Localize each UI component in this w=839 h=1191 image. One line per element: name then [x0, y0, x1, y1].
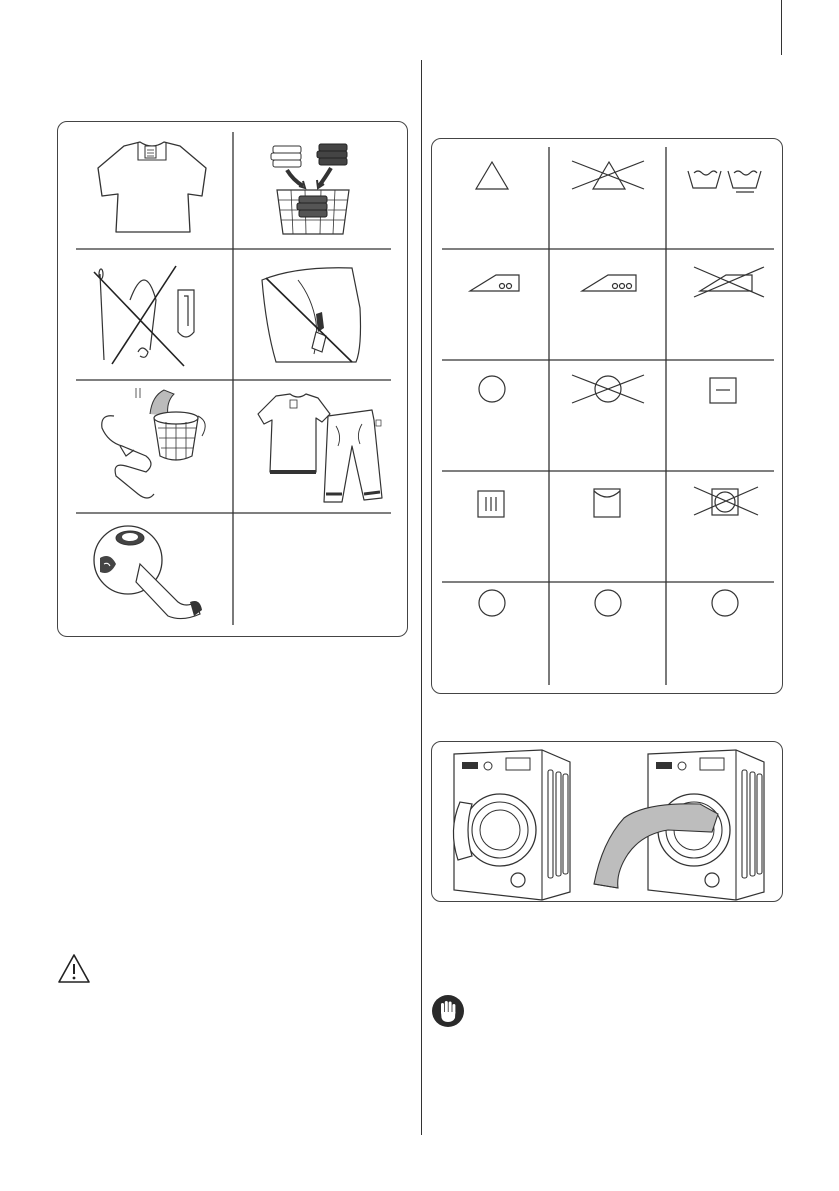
iron-low-icon [470, 275, 519, 291]
laundry-prep-panel [57, 121, 408, 637]
column-divider [421, 60, 422, 1135]
dry-flat-icon [710, 378, 736, 403]
circle-b-icon [595, 590, 621, 616]
loading-panel [431, 741, 783, 902]
no-dry-clean-icon [572, 375, 644, 403]
no-iron-icon [694, 267, 764, 297]
care-symbols-panel [431, 138, 783, 694]
sock-ball-icon [86, 518, 216, 618]
laundry-basket-icon [263, 136, 363, 241]
no-tumble-dry-icon [694, 487, 758, 515]
washing-machine-loading-icon [594, 750, 764, 900]
washing-machine-open-door-icon [453, 750, 570, 900]
warning-triangle-icon [56, 952, 92, 986]
top-rule [781, 0, 782, 55]
line-dry-icon [594, 489, 620, 517]
clothes-inside-out-icon [256, 390, 386, 508]
iron-high-icon [582, 275, 636, 291]
no-needles-icon [90, 260, 205, 370]
laundry-bag-icon [86, 386, 216, 506]
loading-illustrations [432, 742, 784, 903]
drip-dry-icon [478, 491, 504, 517]
bleach-allowed-icon [476, 162, 508, 189]
no-bleach-icon [572, 161, 644, 189]
wash-tub-icon [688, 171, 761, 192]
stop-hand-icon [431, 994, 465, 1028]
shirt-label-icon [86, 136, 216, 241]
circle-a-icon [479, 590, 505, 616]
care-grid [432, 139, 784, 695]
circle-c-icon [712, 590, 738, 616]
dry-clean-icon [479, 376, 505, 402]
zipper-icon [256, 258, 376, 370]
